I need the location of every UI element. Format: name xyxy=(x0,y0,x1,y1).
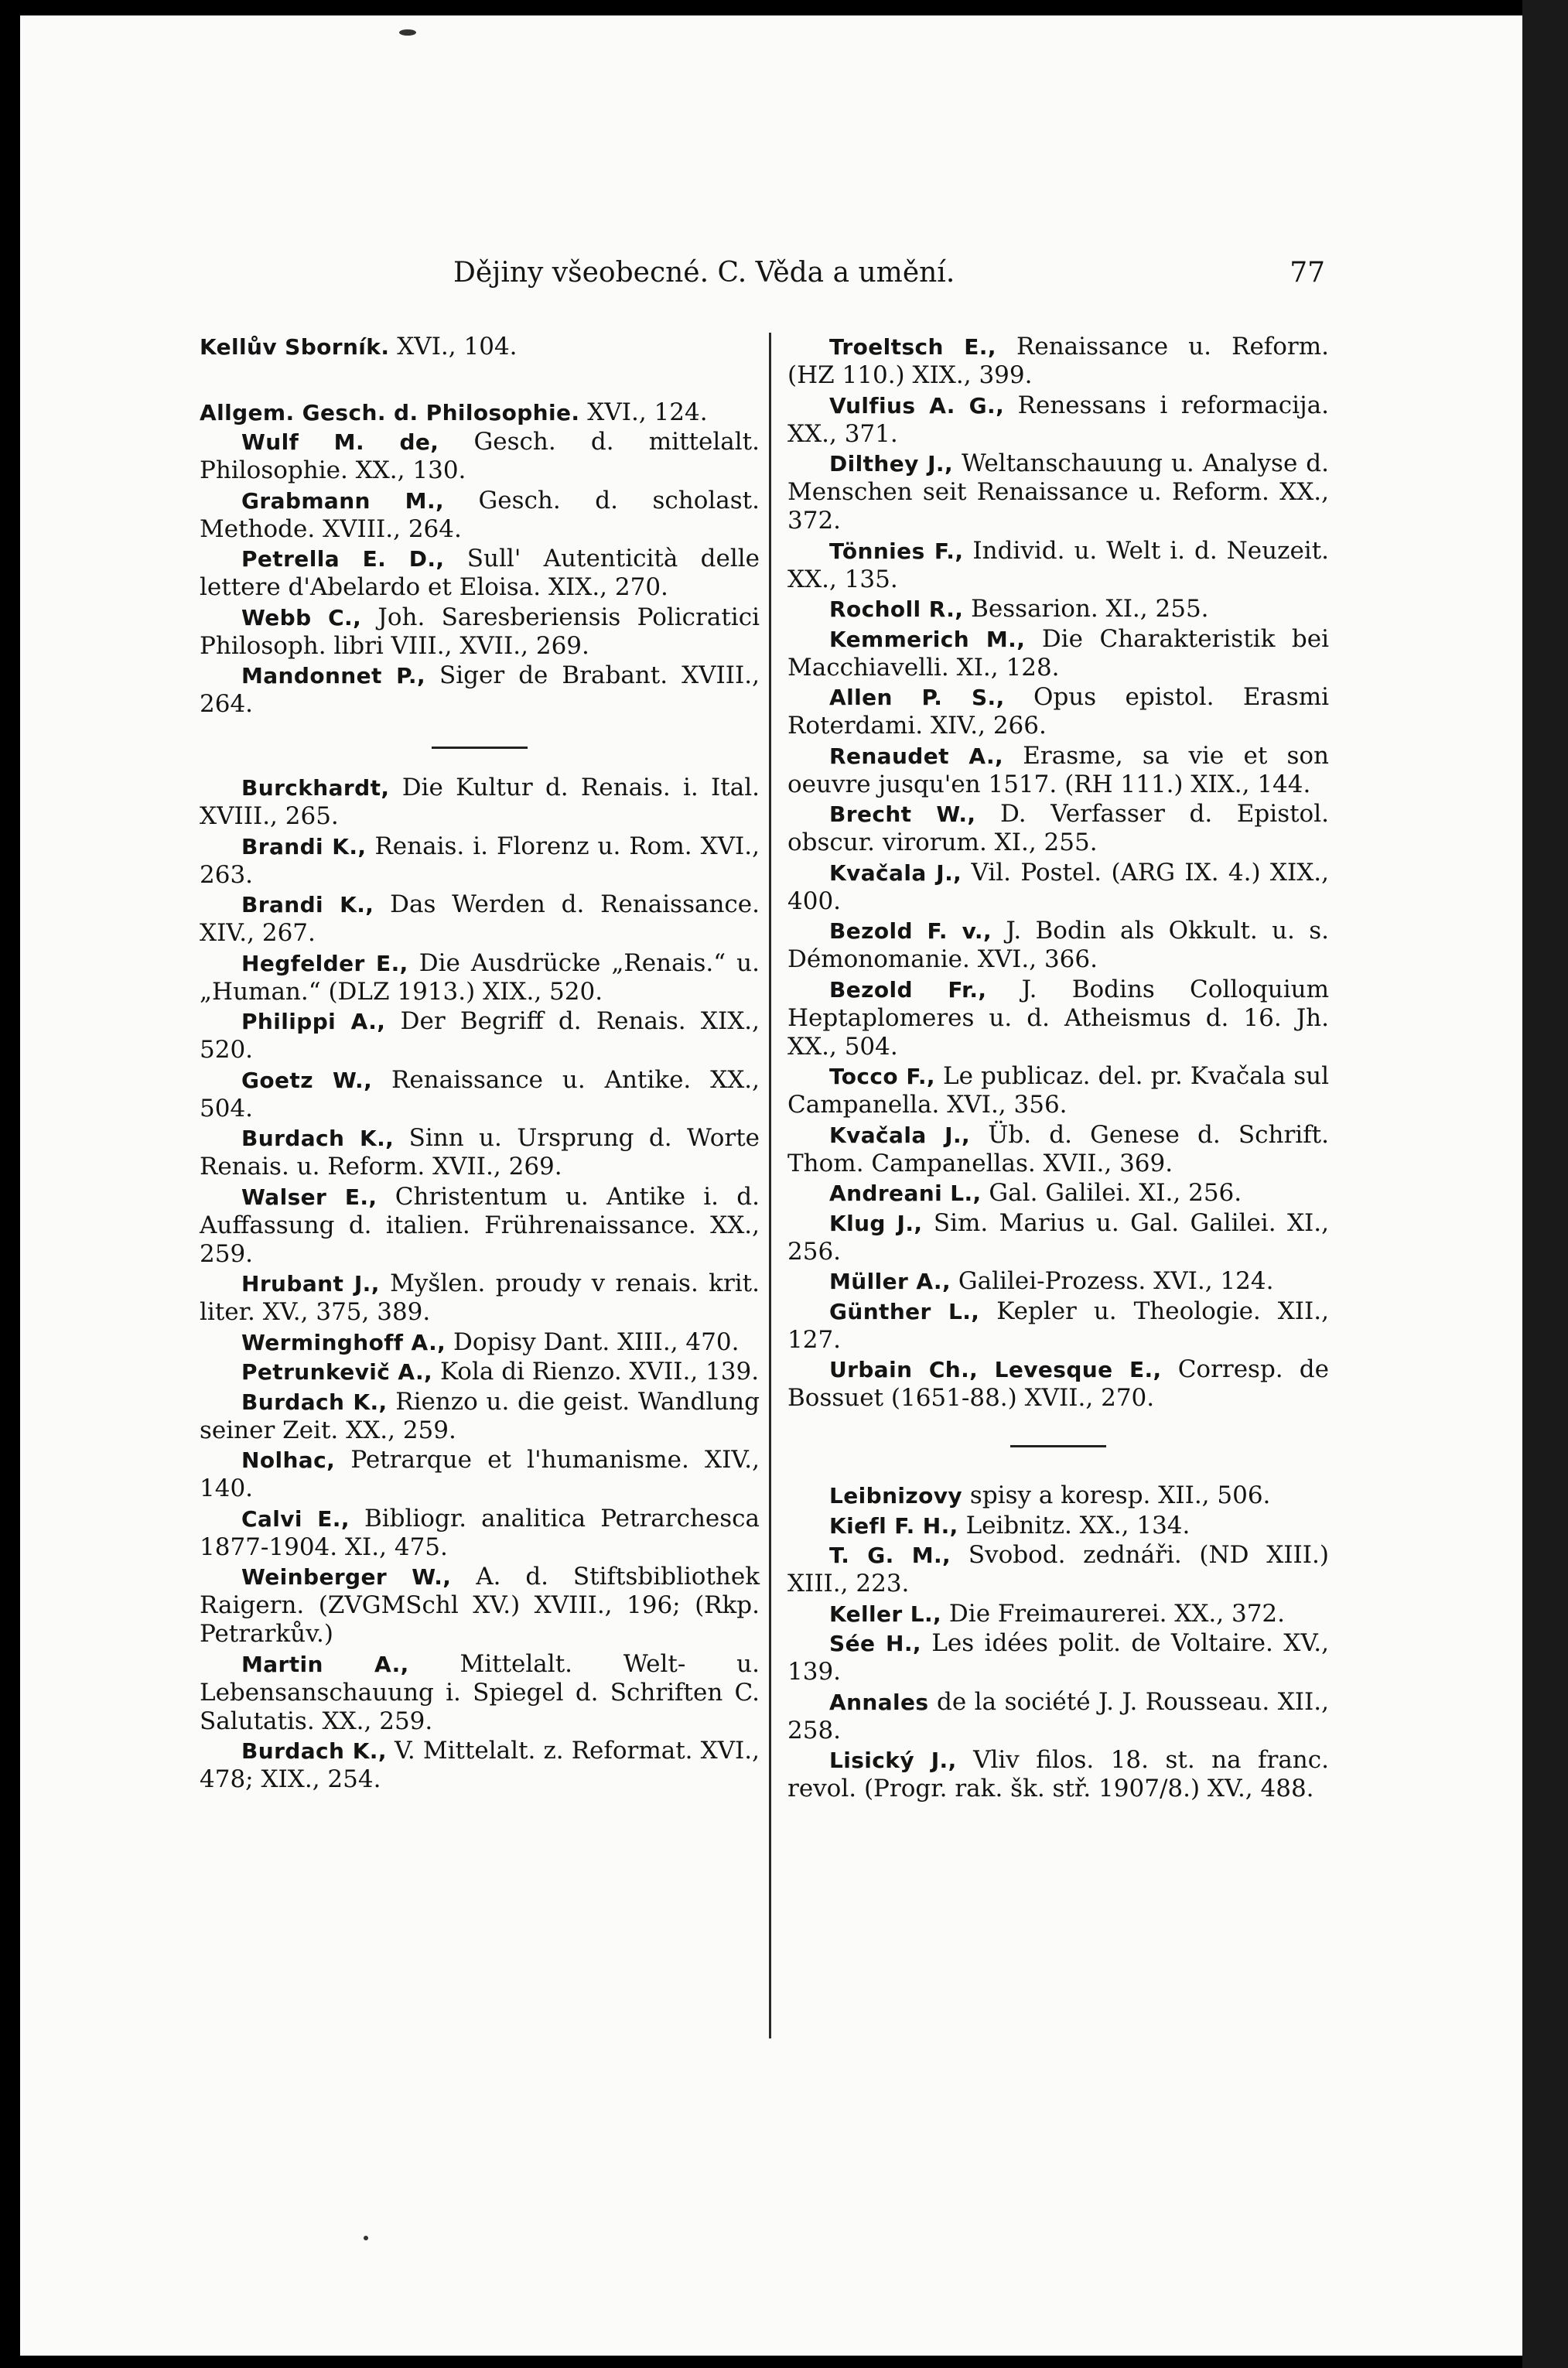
entry-text: Vliv filos. 18. st. na franc. revol. (Progr. rak. šk. stř. 1907/8.) XV., 488. xyxy=(787,1746,1329,1802)
scanned-page xyxy=(20,15,1522,2356)
entry-text: Das Werden d. Renaissance. XIV., 267. xyxy=(200,890,760,947)
entry-author: Martin A., xyxy=(241,1651,409,1677)
bibliography-entry xyxy=(787,449,1329,535)
entry-text: spisy a koresp. XII., 506. xyxy=(969,1481,1271,1509)
entry-author: Burdach K., xyxy=(241,1389,388,1415)
entry-author: Kvačala J., xyxy=(829,1122,971,1148)
bibliography-entry xyxy=(200,774,760,831)
entry-author: Hegfelder E., xyxy=(241,950,408,976)
bibliography-entry xyxy=(787,1629,1329,1686)
bibliography-entry xyxy=(787,333,1329,390)
entry-text: Die Charakteristik bei Macchiavelli. XI., 128. xyxy=(787,624,1330,682)
bibliography-entry xyxy=(787,1481,1329,1510)
section-gap xyxy=(200,363,760,398)
entry-author: Burdach K., xyxy=(241,1126,395,1151)
entry-author: Weinberger W., xyxy=(241,1564,452,1590)
entry-author: Kvačala J., xyxy=(829,859,962,886)
entry-text: Vil. Postel. (ARG IX. 4.) XIX., 400. xyxy=(787,858,1329,915)
entry-text: Le publicaz. del. pr. Kvačala sul Campanella. XVI., 356. xyxy=(787,1062,1330,1119)
entry-author: Petrella E. D., xyxy=(241,546,445,572)
bibliography-entry xyxy=(787,742,1329,799)
bibliography-entry xyxy=(787,391,1329,449)
bibliography-entry xyxy=(200,890,760,948)
bibliography-entry xyxy=(787,1746,1329,1803)
entry-text: D. Verfasser d. Epistol. obscur. virorum. XI., 255. xyxy=(787,800,1329,856)
entry-author: Sée H., xyxy=(829,1631,921,1656)
column-divider xyxy=(769,333,771,2038)
scan-speck xyxy=(364,2236,368,2240)
entry-author: Brecht W., xyxy=(829,801,976,827)
entry-text: Erasme, sa vie et son oeuvre jusqu'en 1517. (RH 111.) XIX., 144. xyxy=(787,741,1330,798)
entry-text: Les idées polit. de Voltaire. XV., 139. xyxy=(787,1629,1330,1686)
entry-text: Corresp. de Bossuet (1651-88.) XVII., 270. xyxy=(787,1355,1329,1412)
entry-text: Sim. Marius u. Gal. Galilei. XI., 256. xyxy=(787,1208,1329,1266)
entry-author: Klug J., xyxy=(829,1210,923,1236)
bibliography-entry xyxy=(200,1446,760,1503)
entry-text: Der Begriff d. Renais. XIX., 520. xyxy=(200,1007,760,1064)
bibliography-entry xyxy=(200,1269,760,1327)
entry-text: Siger de Brabant. XVIII., 264. xyxy=(200,661,760,718)
bibliography-entry xyxy=(200,1183,760,1269)
entry-text: Die Ausdrücke „Renais.“ u. „Human.“ (DLZ 1913.) XIX., 520. xyxy=(200,948,760,1006)
entry-author: Leibnizovy xyxy=(829,1483,963,1509)
bibliography-entry xyxy=(787,1512,1329,1540)
bibliography-entry xyxy=(787,537,1329,594)
bibliography-entry xyxy=(787,976,1329,1061)
running-title: Dějiny všeobecné. C. Věda a umění. xyxy=(453,257,955,289)
entry-text: Renaissance u. Antike. XX., 504. xyxy=(200,1065,760,1122)
entry-text: XVI., 124. xyxy=(587,398,708,426)
entry-author: Mandonnet P., xyxy=(241,663,425,689)
bibliography-entry xyxy=(787,800,1329,857)
bibliography-entry xyxy=(787,1209,1329,1266)
scan-border xyxy=(1522,0,1568,2368)
entry-author: Annales xyxy=(829,1689,929,1715)
entry-author: Rocholl R., xyxy=(829,596,964,622)
bibliography-entry xyxy=(200,1563,760,1649)
entry-author: Wulf M. de, xyxy=(241,429,439,455)
entry-text: J. Bodin als Okkult. u. s. Démonomanie. XVI., 366. xyxy=(787,917,1329,973)
entry-text: Renaissance u. Reform. (HZ 110.) XIX., 399. xyxy=(787,333,1330,389)
entry-text: A. d. Stiftsbibliothek Raigern. (ZVGMSchl XV.) XVIII., 196; (Rkp. Petrarkův.) xyxy=(200,1563,760,1648)
bibliography-entry xyxy=(787,917,1329,974)
bibliography-entry xyxy=(787,859,1329,916)
bibliography-entry xyxy=(200,1007,760,1064)
entry-author: Tocco F., xyxy=(829,1064,935,1089)
entry-author: Günther L., xyxy=(829,1298,980,1324)
entry-author: Keller L., xyxy=(829,1601,942,1627)
bibliography-entry xyxy=(787,1267,1329,1296)
entry-author: Allen P. S., xyxy=(829,685,1005,710)
entry-text: Kola di Rienzo. XVII., 139. xyxy=(439,1358,760,1386)
entry-text: Sinn u. Ursprung d. Worte Renais. u. Reform. XVII., 269. xyxy=(200,1124,760,1181)
bibliography-entry xyxy=(200,603,760,661)
entry-text: Renessans i reformacija. XX., 371. xyxy=(787,391,1329,448)
section-divider xyxy=(1010,1445,1106,1447)
entry-author: Kellův Sborník. xyxy=(200,334,390,360)
entry-text: Üb. d. Genese d. Schrift. Thom. Campanellas. XVII., 369. xyxy=(787,1120,1329,1177)
entry-author: Philippi A., xyxy=(241,1009,386,1034)
entry-author: Petrunkevič A., xyxy=(241,1359,433,1385)
entry-author: Kemmerich M., xyxy=(829,626,1026,652)
entry-author: Burckhardt, xyxy=(241,775,390,801)
entry-text: Die Kultur d. Renais. i. Ital. XVIII., 265. xyxy=(200,774,760,830)
bibliography-entry xyxy=(200,1124,760,1181)
bibliography-entry xyxy=(200,661,760,719)
entry-text: Leibnitz. XX., 134. xyxy=(965,1511,1191,1539)
left-column xyxy=(200,333,760,1796)
entry-author: Renaudet A., xyxy=(829,743,1004,769)
bibliography-entry xyxy=(787,683,1329,740)
entry-author: Andreani L., xyxy=(829,1181,982,1206)
entry-author: Calvi E., xyxy=(241,1505,350,1532)
entry-author: Bezold F. v., xyxy=(829,918,992,944)
bibliography-entry xyxy=(787,1541,1329,1598)
entry-text: Dopisy Dant. XIII., 470. xyxy=(453,1328,740,1356)
entry-author: Dilthey J., xyxy=(829,451,953,477)
entry-text: XVI., 104. xyxy=(397,333,518,360)
bibliography-entry xyxy=(787,1355,1329,1413)
bibliography-entry xyxy=(200,1358,760,1386)
entry-text: de la société J. J. Rousseau. XII., 258. xyxy=(787,1687,1329,1744)
entry-text: J. Bodins Colloquium Heptaplomeres u. d. Atheismus d. 16. Jh. XX., 504. xyxy=(787,975,1329,1061)
bibliography-entry xyxy=(787,1600,1329,1628)
right-column xyxy=(787,333,1329,1805)
entry-text: Gesch. d. mittelalt. Philosophie. XX., 130. xyxy=(200,428,760,484)
entry-author: Brandi K., xyxy=(241,892,374,917)
entry-text: Die Freimaurerei. XX., 372. xyxy=(948,1599,1285,1628)
entry-text: Opus epistol. Erasmi Roterdami. XIV., 266. xyxy=(787,683,1329,740)
bibliography-entry xyxy=(200,1066,760,1123)
entry-author: Tönnies F., xyxy=(829,538,964,564)
bibliography-entry xyxy=(200,333,760,361)
bibliography-entry xyxy=(200,487,760,544)
bibliography-entry xyxy=(787,625,1329,682)
entry-text: Kepler u. Theologie. XII., 127. xyxy=(787,1297,1329,1354)
entry-author: Burdach K., xyxy=(241,1738,387,1764)
entry-author: Webb C., xyxy=(241,604,362,630)
entry-author: Brandi K., xyxy=(241,833,367,859)
bibliography-entry xyxy=(787,1297,1329,1355)
bibliography-entry xyxy=(787,1121,1329,1178)
entry-text: Myšlen. proudy v renais. krit. liter. XV., 375, 389. xyxy=(200,1269,760,1326)
entry-author: Walser E., xyxy=(241,1184,377,1210)
entry-author: Grabmann M., xyxy=(241,487,445,514)
entry-author: Nolhac, xyxy=(241,1447,336,1473)
entry-author: Urbain Ch., Levesque E., xyxy=(829,1357,1162,1382)
entry-text: Rienzo u. die geist. Wandlung seiner Zeit. XX., 259. xyxy=(200,1387,760,1444)
entry-author: Lisický J., xyxy=(829,1748,957,1773)
section-divider xyxy=(432,747,528,749)
entry-text: Joh. Saresberiensis Policratici Philosoph. libri VIII., XVII., 269. xyxy=(200,603,760,660)
entry-author: Troeltsch E., xyxy=(829,334,996,360)
page-number: 77 xyxy=(1290,257,1325,289)
entry-author: Goetz W., xyxy=(241,1067,373,1093)
entry-text: Sull' Autenticità delle lettere d'Abelardo et Eloisa. XIX., 270. xyxy=(200,545,760,601)
entry-author: Werminghoff A., xyxy=(241,1329,446,1355)
entry-author: Hrubant J., xyxy=(241,1271,380,1297)
entry-author: Bezold Fr., xyxy=(829,976,987,1003)
bibliography-entry xyxy=(200,545,760,602)
bibliography-entry xyxy=(787,1688,1329,1745)
bibliography-entry xyxy=(200,398,760,427)
bibliography-entry xyxy=(200,1737,760,1794)
entry-author: T. G. M., xyxy=(829,1543,951,1568)
running-header xyxy=(453,257,1325,303)
entry-text: V. Mittelalt. z. Reformat. XVI., 478; XIX., 254. xyxy=(200,1737,760,1793)
entry-text: Renais. i. Florenz u. Rom. XVI., 263. xyxy=(200,832,760,889)
entry-text: Christentum u. Antike i. d. Auffassung d. italien. Frührenaissance. XX., 259. xyxy=(200,1182,760,1268)
entry-text: Weltanschauung u. Analyse d. Menschen seit Renaissance u. Reform. XX., 372. xyxy=(787,449,1329,535)
bibliography-entry xyxy=(787,1179,1329,1208)
bibliography-entry xyxy=(787,1062,1329,1119)
entry-author: Allgem. Gesch. d. Philosophie. xyxy=(200,399,580,425)
bibliography-entry xyxy=(787,595,1329,624)
scan-speck xyxy=(399,29,416,36)
bibliography-entry xyxy=(200,949,760,1006)
bibliography-entry xyxy=(200,1388,760,1445)
entry-text: Gesch. d. scholast. Methode. XVIII., 264. xyxy=(200,486,760,543)
entry-text: Mittelalt. Welt- u. Lebensanschauung i. Spiegel d. Schriften C. Salutatis. XX., 259. xyxy=(200,1649,760,1735)
entry-author: Müller A., xyxy=(829,1269,951,1294)
entry-author: Vulfius A. G., xyxy=(829,392,1005,419)
entry-text: Galilei-Prozess. XVI., 124. xyxy=(958,1267,1274,1295)
entry-author: Kiefl F. H., xyxy=(829,1512,958,1539)
entry-text: Bibliogr. analitica Petrarchesca 1877-1904. XI., 475. xyxy=(200,1504,760,1561)
bibliography-entry xyxy=(200,428,760,485)
bibliography-entry xyxy=(200,1505,760,1562)
entry-text: Svobod. zednáři. (ND XIII.) XIII., 223. xyxy=(787,1541,1329,1597)
entry-text: Gal. Galilei. XI., 256. xyxy=(989,1179,1242,1207)
entry-text: Individ. u. Welt i. d. Neuzeit. XX., 135. xyxy=(787,536,1330,593)
entry-text: Petrarque et l'humanisme. XIV., 140. xyxy=(200,1446,760,1502)
entry-text: Bessarion. XI., 255. xyxy=(971,595,1209,623)
bibliography-entry xyxy=(200,1650,760,1736)
bibliography-entry xyxy=(200,832,760,890)
bibliography-entry xyxy=(200,1328,760,1357)
